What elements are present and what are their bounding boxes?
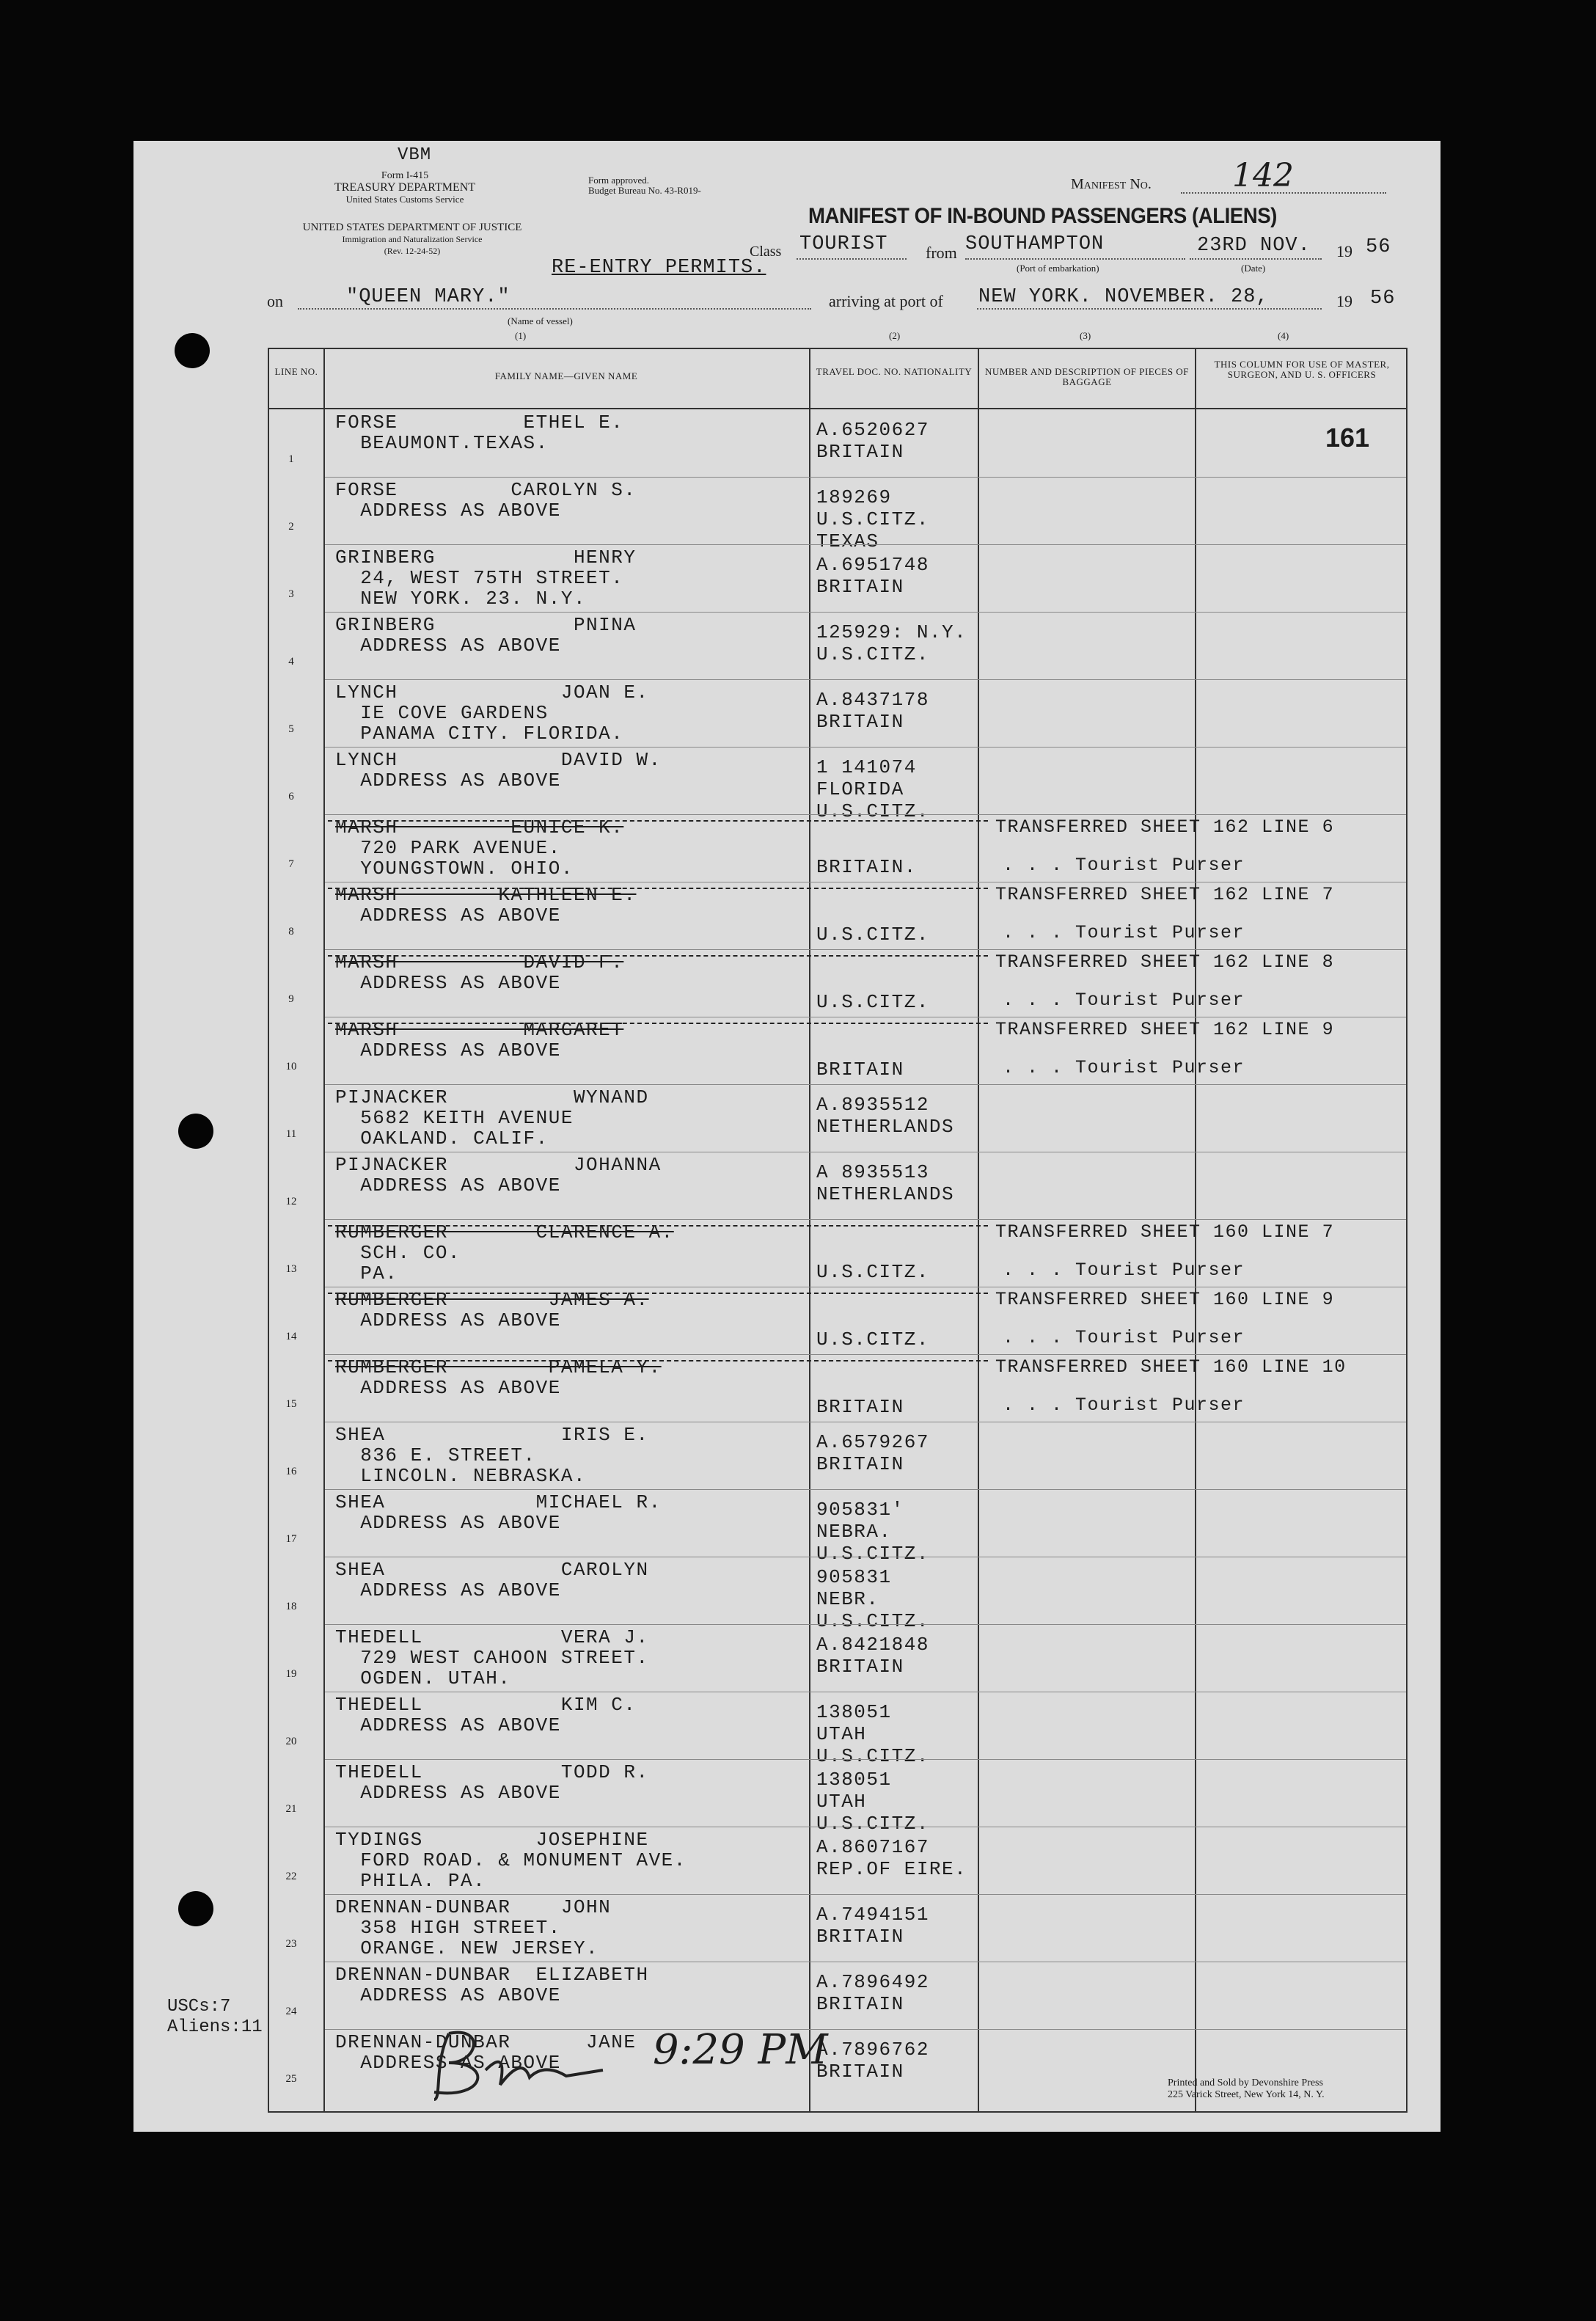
passenger-name: MARSH KATHLEEN E. [335,884,637,906]
manifest-title: MANIFEST OF IN-BOUND PASSENGERS (ALIENS) [808,204,1277,228]
line-number: 11 [285,1128,297,1140]
travel-doc: A.8935512 [816,1094,929,1116]
travel-doc: BRITAIN [816,1453,904,1475]
passenger-address: 729 WEST CAHOON STREET. [335,1647,649,1669]
manifest-number: 142 [1232,157,1294,194]
passenger-address: PANAMA CITY. FLORIDA. [335,723,624,745]
passenger-address: 24, WEST 75TH STREET. [335,567,624,589]
customs-service: United States Customs Service [345,194,464,205]
row-divider [325,679,1406,680]
row-divider [325,477,1406,478]
line-number: 7 [288,858,294,870]
passenger-name: MARSH DAVID F. [335,951,624,973]
passenger-address: ADDRESS AS ABOVE [335,2052,561,2074]
travel-doc: 189269 [816,486,892,508]
travel-doc: BRITAIN [816,441,904,463]
col-num-2: (2) [889,330,901,341]
travel-doc: A.7896762 [816,2039,929,2061]
passenger-address: ADDRESS AS ABOVE [335,1512,561,1534]
travel-doc: A.7896492 [816,1971,929,1993]
transfer-strike-line [328,820,988,822]
travel-doc: A.6579267 [816,1431,929,1453]
passenger-name: FORSE CAROLYN S. [335,479,637,501]
signature-time: 9:29 PM [653,2026,828,2074]
passenger-address: LINCOLN. NEBRASKA. [335,1465,587,1487]
transfer-strike-line [328,955,988,957]
transfer-strike-line [328,1023,988,1024]
passenger-name: PIJNACKER JOHANNA [335,1154,662,1176]
row-divider [325,1894,1406,1895]
line-number: 18 [285,1601,297,1612]
line-number: 9 [288,993,294,1005]
passenger-address: SCH. CO. [335,1242,461,1264]
passenger-name: SHEA IRIS E. [335,1424,649,1446]
passenger-name: DRENNAN-DUNBAR JANE [335,2031,637,2053]
transfer-note: TRANSFERRED SHEET 162 LINE 8 [995,951,1335,973]
line-number: 15 [285,1398,297,1410]
line-number: 12 [285,1196,297,1207]
travel-doc: 125929: N.Y. [816,621,967,643]
travel-doc: A.8437178 [816,689,929,711]
travel-doc: U.S.CITZ. [816,800,929,822]
purser-note: . . . Tourist Purser [1003,855,1245,876]
passenger-name: RUMBERGER CLARENCE A. [335,1221,674,1243]
travel-doc: U.S.CITZ. [816,1813,929,1835]
passenger-address: ADDRESS AS ABOVE [335,635,561,657]
transfer-note: TRANSFERRED SHEET 160 LINE 9 [995,1289,1335,1310]
purser-note: . . . Tourist Purser [1003,1327,1245,1348]
travel-doc: 905831 [816,1566,892,1588]
travel-doc: U.S.CITZ. [816,508,929,530]
passenger-address: ADDRESS AS ABOVE [335,972,561,994]
passenger-address: IE COVE GARDENS [335,702,549,724]
line-number: 21 [285,1803,297,1815]
year-prefix: 19 [1336,242,1352,260]
passenger-address: ADDRESS AS ABOVE [335,1782,561,1804]
passenger-name: THEDELL TODD R. [335,1761,649,1783]
travel-doc: BRITAIN [816,1993,904,2015]
passenger-name: THEDELL KIM C. [335,1694,637,1716]
class-value: TOURIST [799,233,888,255]
purser-note: . . . Tourist Purser [1003,1057,1245,1078]
line-number: 24 [285,2006,297,2017]
col-num-1: (1) [515,330,527,341]
travel-doc: U.S.CITZ. [816,991,929,1013]
travel-doc: BRITAIN [816,1396,904,1418]
passenger-address: ADDRESS AS ABOVE [335,1714,561,1736]
arrival-year-suffix: 56 [1370,288,1396,310]
line-number: 22 [285,1871,297,1882]
passenger-name: DRENNAN-DUNBAR ELIZABETH [335,1964,649,1986]
arrival-port: NEW YORK. NOVEMBER. 28, [978,286,1269,308]
passenger-address: PHILA. PA. [335,1870,486,1892]
line-number: 16 [285,1466,297,1477]
travel-doc: 138051 [816,1701,892,1723]
passenger-address: YOUNGSTOWN. OHIO. [335,858,574,880]
usc-count: USCs:7 [167,1997,231,2017]
passenger-name: PIJNACKER WYNAND [335,1086,649,1108]
travel-doc: U.S.CITZ. [816,1261,929,1283]
travel-doc: U.S.CITZ. [816,924,929,946]
passenger-name: MARSH EUNICE K. [335,816,624,838]
passenger-name: DRENNAN-DUNBAR JOHN [335,1896,612,1918]
row-divider [325,544,1406,545]
form-no: Form I-415 [381,170,429,181]
revision: (Rev. 12-24-52) [384,246,441,256]
travel-doc: BRITAIN [816,1059,904,1081]
col-num-3: (3) [1080,330,1091,341]
header-name: FAMILY NAME—GIVEN NAME [494,370,638,381]
treasury-dept: TREASURY DEPARTMENT [334,181,476,194]
passenger-address: FORD ROAD. & MONUMENT AVE. [335,1849,687,1871]
class-label: Class [750,244,782,260]
passenger-address: BEAUMONT.TEXAS. [335,432,549,454]
printer-line-2: 225 Varick Street, New York 14, N. Y. [1168,2089,1325,2100]
row-divider [325,1489,1406,1490]
travel-doc: A.7494151 [816,1904,929,1926]
travel-doc: FLORIDA [816,778,904,800]
passenger-address: ADDRESS AS ABOVE [335,1984,561,2006]
passenger-name: FORSE ETHEL E. [335,412,624,434]
passenger-name: LYNCH JOAN E. [335,681,649,703]
transfer-note: TRANSFERRED SHEET 162 LINE 6 [995,816,1335,838]
travel-doc: 138051 [816,1769,892,1791]
row-divider [325,814,1406,815]
officer-stamp: 161 [1325,423,1370,453]
travel-doc: BRITAIN [816,711,904,733]
travel-doc: U.S.CITZ. [816,1745,929,1767]
travel-doc: A.6520627 [816,419,929,441]
line-number: 2 [288,521,294,533]
transfer-note: TRANSFERRED SHEET 160 LINE 7 [995,1221,1335,1243]
passenger-name: MARSH MARGARET [335,1019,624,1041]
reentry-permits: RE-ENTRY PERMITS. [552,257,766,279]
travel-doc: UTAH [816,1791,867,1813]
embark-date: 23RD NOV. [1197,235,1311,257]
travel-doc: 1 141074 [816,756,917,778]
passenger-address: 358 HIGH STREET. [335,1917,561,1939]
budget-bureau: Budget Bureau No. 43-R019- [588,185,701,196]
passenger-name: THEDELL VERA J. [335,1626,649,1648]
passenger-address: ADDRESS AS ABOVE [335,1039,561,1061]
travel-doc: BRITAIN [816,576,904,598]
vessel-name: "QUEEN MARY." [346,286,510,308]
on-label: on [267,292,283,310]
line-number: 4 [288,656,294,668]
printer-line-1: Printed and Sold by Devonshire Press [1168,2077,1323,2088]
passenger-name: GRINBERG PNINA [335,614,637,636]
transfer-strike-line [328,888,988,889]
travel-doc: A.8607167 [816,1836,929,1858]
line-number: 13 [285,1263,297,1275]
passenger-address: NEW YORK. 23. N.Y. [335,588,587,610]
header-line-no: LINE NO. [274,366,318,377]
arriving-label: arriving at port of [829,292,943,310]
passenger-name: SHEA CAROLYN [335,1559,649,1581]
travel-doc: U.S.CITZ. [816,643,929,665]
passenger-name: TYDINGS JOSEPHINE [335,1829,649,1851]
transfer-note: TRANSFERRED SHEET 162 LINE 9 [995,1019,1335,1040]
passenger-address: ADDRESS AS ABOVE [335,1174,561,1196]
manifest-table [268,348,1408,2113]
travel-doc: 905831' [816,1499,904,1521]
line-number: 23 [285,1938,297,1950]
passenger-address: 5682 KEITH AVENUE [335,1107,574,1129]
travel-doc: U.S.CITZ. [816,1543,929,1565]
line-number: 14 [285,1331,297,1342]
row-divider [325,1219,1406,1220]
from-label: from [926,244,957,262]
purser-note: . . . Tourist Purser [1003,990,1245,1011]
travel-doc: U.S.CITZ. [816,1328,929,1350]
passenger-address: 720 PARK AVENUE. [335,837,561,859]
passenger-address: ADDRESS AS ABOVE [335,1309,561,1331]
top-code: VBM [398,145,432,165]
row-divider [325,1354,1406,1355]
row-divider [325,1084,1406,1085]
travel-doc: BRITAIN [816,1656,904,1678]
line-number: 20 [285,1736,297,1747]
transfer-note: TRANSFERRED SHEET 160 LINE 10 [995,1356,1347,1378]
punch-hole-middle [178,1114,213,1149]
travel-doc: U.S.CITZ. [816,1610,929,1632]
port-embarkation: SOUTHAMPTON [965,233,1105,255]
transfer-strike-line [328,1225,988,1227]
travel-doc: A.8421848 [816,1634,929,1656]
line-number: 1 [288,453,294,465]
justice-dept: UNITED STATES DEPARTMENT OF JUSTICE [302,222,522,233]
purser-note: . . . Tourist Purser [1003,1395,1245,1416]
travel-doc: NEBR. [816,1588,879,1610]
row-divider [325,747,1406,748]
passenger-address: OAKLAND. CALIF. [335,1127,549,1149]
travel-doc: NEBRA. [816,1521,892,1543]
passenger-name: GRINBERG HENRY [335,547,637,569]
travel-doc: A.6951748 [816,554,929,576]
passenger-address: ADDRESS AS ABOVE [335,1377,561,1399]
row-divider [325,612,1406,613]
passenger-address: PA. [335,1262,398,1284]
header-officers: THIS COLUMN FOR USE OF MASTER, SURGEON, AND U. S. OFFICERS [1214,359,1390,380]
row-divider [325,1759,1406,1760]
passenger-address: ADDRESS AS ABOVE [335,770,561,792]
passenger-address: 836 E. STREET. [335,1444,536,1466]
port-caption: (Port of embarkation) [1017,263,1099,274]
line-number: 8 [288,926,294,937]
travel-doc: A 8935513 [816,1161,929,1183]
line-number: 5 [288,723,294,735]
passenger-address: OGDEN. UTAH. [335,1667,511,1689]
travel-doc: NETHERLANDS [816,1183,955,1205]
line-number: 10 [285,1061,297,1072]
header-travel-doc: TRAVEL DOC. NO. NATIONALITY [816,366,973,377]
manifest-page [133,141,1441,2132]
manifest-label: Manifest No. [1071,176,1152,192]
year-suffix: 56 [1366,236,1391,258]
punch-hole-top [175,333,210,368]
passenger-name: LYNCH DAVID W. [335,749,662,771]
alien-count: Aliens:11 [167,2017,263,2037]
col-num-4: (4) [1278,330,1289,341]
line-number: 17 [285,1533,297,1545]
travel-doc: TEXAS [816,530,879,552]
vessel-caption: (Name of vessel) [508,315,573,326]
header-baggage: NUMBER AND DESCRIPTION OF PIECES OF BAGGAGE [985,366,1189,387]
purser-note: . . . Tourist Purser [1003,1260,1245,1281]
passenger-address: ADDRESS AS ABOVE [335,904,561,926]
transfer-note: TRANSFERRED SHEET 162 LINE 7 [995,884,1335,905]
travel-doc: BRITAIN [816,2061,904,2083]
passenger-address: ADDRESS AS ABOVE [335,500,561,522]
form-approved: Form approved. [588,175,650,186]
row-divider [325,949,1406,950]
line-number: 25 [285,2073,297,2085]
travel-doc: BRITAIN [816,1926,904,1948]
travel-doc: REP.OF EIRE. [816,1858,967,1880]
line-number: 3 [288,588,294,600]
passenger-name: SHEA MICHAEL R. [335,1491,662,1513]
travel-doc: UTAH [816,1723,867,1745]
transfer-strike-line [328,1360,988,1361]
travel-doc: NETHERLANDS [816,1116,955,1138]
signature-scribble [420,2019,610,2107]
immigration-service: Immigration and Naturalization Service [342,234,483,244]
line-number: 19 [285,1668,297,1680]
purser-note: . . . Tourist Purser [1003,922,1245,943]
passenger-name: RUMBERGER PAMELA Y. [335,1356,662,1378]
punch-hole-bottom [178,1891,213,1926]
travel-doc: BRITAIN. [816,856,917,878]
arrival-year-prefix: 19 [1336,292,1352,310]
transfer-strike-line [328,1293,988,1294]
row-divider [325,1624,1406,1625]
date-caption: (Date) [1241,263,1266,274]
passenger-address: ADDRESS AS ABOVE [335,1579,561,1601]
line-number: 6 [288,791,294,803]
passenger-name: RUMBERGER JAMES A. [335,1289,649,1311]
passenger-address: ORANGE. NEW JERSEY. [335,1937,599,1959]
